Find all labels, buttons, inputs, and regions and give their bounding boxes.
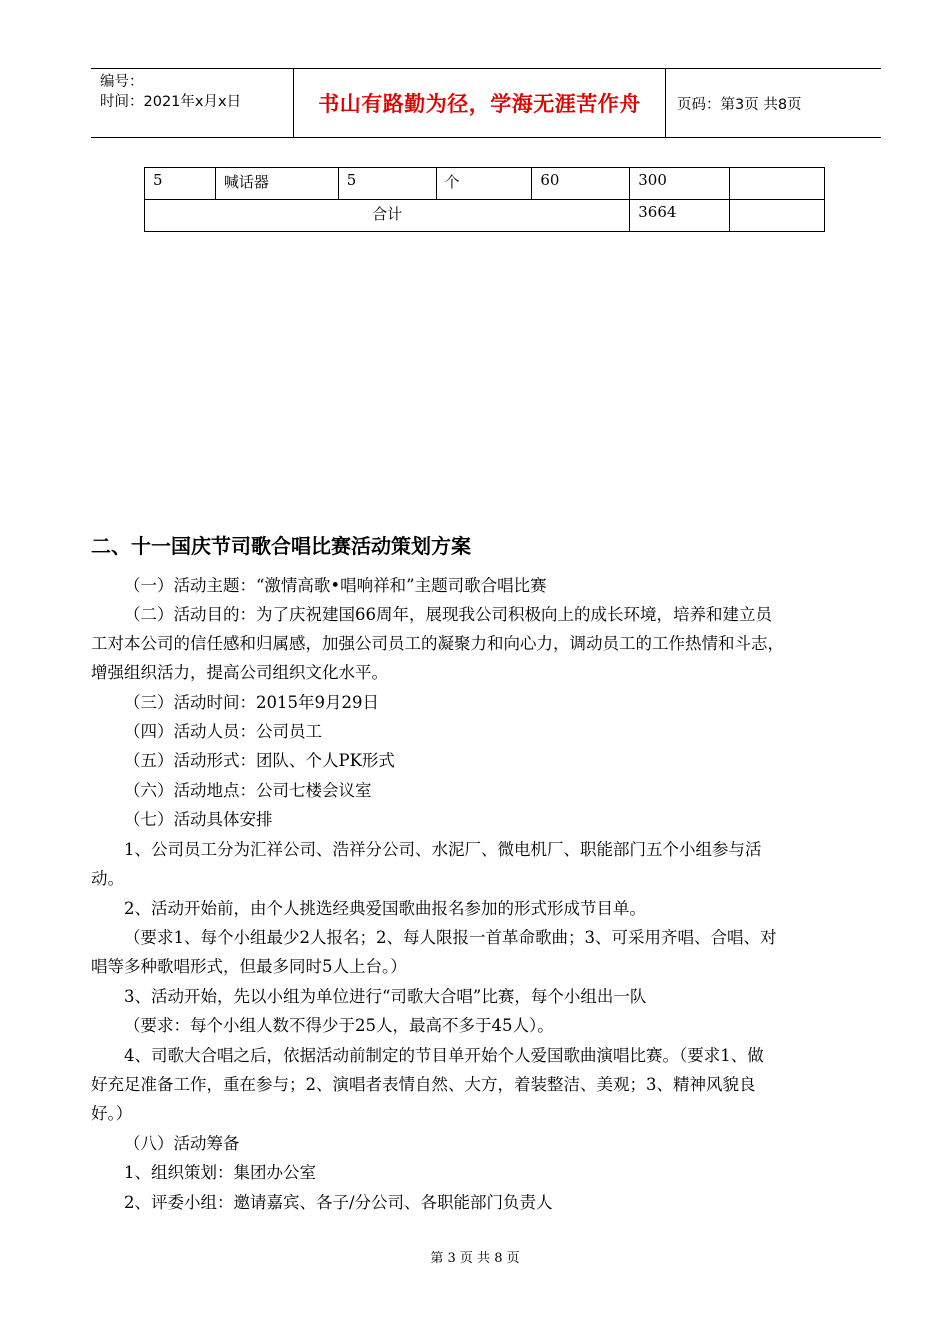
line-theme: （一）活动主题：“激情高歌•唱响祥和”主题司歌合唱比赛 xyxy=(124,576,547,595)
line-item4-a: 4、司歌大合唱之后，依据活动前制定的节目单开始个人爱国歌曲演唱比赛。（要求1、做 xyxy=(124,1046,764,1065)
line-purpose-1: （二）活动目的：为了庆祝建国66周年，展现我公司积极向上的成长环境，培养和建立员 xyxy=(124,605,772,624)
line-purpose-2: 工对本公司的信任感和归属感，加强公司员工的凝聚力和向心力，调动员工的工作热情和斗志， xyxy=(91,634,784,653)
cell-note xyxy=(730,168,825,200)
line-item2: 2、活动开始前，由个人挑选经典爱国歌曲报名参加的形式形成节目单。 xyxy=(124,899,646,918)
header-motto-cell xyxy=(293,69,666,137)
total-extra xyxy=(730,200,825,232)
cell-price: 60 xyxy=(532,168,630,200)
cell-amount: 300 xyxy=(630,168,730,200)
time-label: 时间：2021年x月x日 xyxy=(100,94,242,110)
header-page-cell xyxy=(666,69,881,137)
line-item4-b: 好充足准备工作，重在参与；2、演唱者表情自然、大方，着装整洁、美观；3、精神风貌良 xyxy=(91,1075,756,1094)
line-req2: （要求：每个小组人数不得少于25人，最高不多于45人）。 xyxy=(124,1016,554,1035)
page-footer: 第 3 页 共 8 页 xyxy=(430,1251,520,1266)
line-item1-a: 1、公司员工分为汇祥公司、浩祥分公司、水泥厂、微电机厂、职能部门五个小组参与活 xyxy=(124,840,762,859)
line-arrangement: （七）活动具体安排 xyxy=(124,810,273,829)
cell-unit: 个 xyxy=(436,168,532,200)
line-item1-b: 动。 xyxy=(91,869,124,888)
table-row xyxy=(145,168,825,200)
number-label: 编号： xyxy=(100,74,144,90)
cell-qty: 5 xyxy=(338,168,436,200)
line-item4-c: 好。） xyxy=(91,1104,133,1123)
section-title: 二、十一国庆节司歌合唱比赛活动策划方案 xyxy=(91,534,471,558)
motto: 书山有路勤为径，学海无涯苦作舟 xyxy=(318,92,641,116)
line-purpose-3: 增强组织活力，提高公司组织文化水平。 xyxy=(91,663,388,682)
line-time: （三）活动时间：2015年9月29日 xyxy=(124,693,379,712)
line-people: （四）活动人员：公司员工 xyxy=(124,722,322,741)
line-prep-2: 2、评委小组：邀请嘉宾、各子/分公司、各职能部门负责人 xyxy=(124,1193,553,1212)
table-total-row xyxy=(145,200,825,232)
total-label: 合计 xyxy=(145,200,630,232)
page-header xyxy=(91,68,881,138)
page-label: 页码：第3页 共8页 xyxy=(677,96,802,113)
cell-item: 喊话器 xyxy=(215,168,338,200)
line-req1-b: 唱等多种歌唱形式，但最多同时5人上台。） xyxy=(91,957,407,976)
line-item3: 3、活动开始，先以小组为单位进行“司歌大合唱”比赛，每个小组出一队 xyxy=(124,987,647,1006)
line-format: （五）活动形式：团队、个人PK形式 xyxy=(124,751,395,770)
line-location: （六）活动地点：公司七楼会议室 xyxy=(124,781,372,800)
header-info xyxy=(91,69,293,137)
cell-index: 5 xyxy=(145,168,216,200)
total-value: 3664 xyxy=(630,200,730,232)
line-req1-a: （要求1、每个小组最少2人报名；2、每人限报一首革命歌曲；3、可采用齐唱、合唱、对 xyxy=(124,928,777,947)
cost-table xyxy=(144,167,825,232)
line-prep: （八）活动筹备 xyxy=(124,1134,240,1153)
line-prep-1: 1、组织策划：集团办公室 xyxy=(124,1163,316,1182)
